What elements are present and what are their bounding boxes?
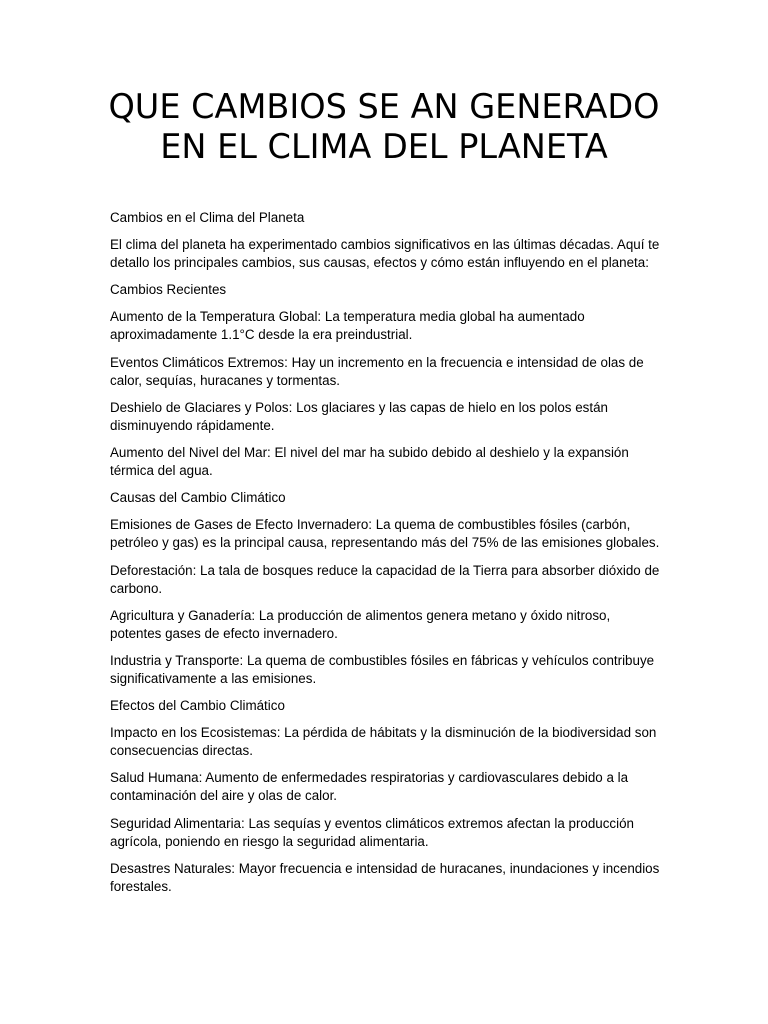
document-title: QUE CAMBIOS SE AN GENERADO EN EL CLIMA DEL PLANETA xyxy=(108,87,660,166)
paragraph-temperatura-global: Aumento de la Temperatura Global: La temperatura media global ha aumentado aproximadamente 1.1°C desde la era preindustrial. xyxy=(110,309,585,343)
section-heading-efectos: Efectos del Cambio Climático xyxy=(110,698,285,714)
paragraph-ecosistemas: Impacto en los Ecosistemas: La pérdida de hábitats y la disminución de la biodiversidad son consecuencias directas. xyxy=(110,725,657,759)
section-heading-causas: Causas del Cambio Climático xyxy=(110,490,286,506)
paragraph-industria: Industria y Transporte: La quema de combustibles fósiles en fábricas y vehículos contribuye significativamente a las emisiones. xyxy=(110,652,655,686)
paragraph-eventos-extremos: Eventos Climáticos Extremos: Hay un incremento en la frecuencia e intensidad de olas de calor, sequías, huracanes y tormentas. xyxy=(110,354,644,388)
paragraph-desastres: Desastres Naturales: Mayor frecuencia e intensidad de huracanes, inundaciones y incendios forestales. xyxy=(110,860,660,894)
paragraph-agricultura: Agricultura y Ganadería: La producción de alimentos genera metano y óxido nitroso, potentes gases de efecto invernadero. xyxy=(110,607,611,641)
document-body xyxy=(110,209,662,905)
paragraph-deshielo: Deshielo de Glaciares y Polos: Los glaciares y las capas de hielo en los polos están disminuyendo rápidamente. xyxy=(110,399,608,433)
intro-paragraph: El clima del planeta ha experimentado cambios significativos en las últimas décadas. Aquí te detallo los principales cambios, sus causas, efectos y cómo están influyendo en el planeta: xyxy=(110,237,660,270)
paragraph-salud: Salud Humana: Aumento de enfermedades respiratorias y cardiovasculares debido a la contaminación del aire y olas de calor. xyxy=(110,770,629,804)
section-heading-cambios-recientes: Cambios Recientes xyxy=(110,282,227,298)
paragraph-deforestacion: Deforestación: La tala de bosques reduce la capacidad de la Tierra para absorber dióxido de carbono. xyxy=(110,562,660,596)
paragraph-emisiones: Emisiones de Gases de Efecto Invernadero: La quema de combustibles fósiles (carbón, petróleo y gas) es la principal causa, representando más del 75% de las emisiones globales. xyxy=(110,517,660,551)
paragraph-seguridad-alimentaria: Seguridad Alimentaria: Las sequías y eventos climáticos extremos afectan la producción agrícola, poniendo en riesgo la seguridad alimentaria. xyxy=(110,815,634,849)
paragraph-nivel-mar: Aumento del Nivel del Mar: El nivel del mar ha subido debido al deshielo y la expansión térmica del agua. xyxy=(110,444,629,478)
section-heading-cambios-clima: Cambios en el Clima del Planeta xyxy=(110,210,305,225)
